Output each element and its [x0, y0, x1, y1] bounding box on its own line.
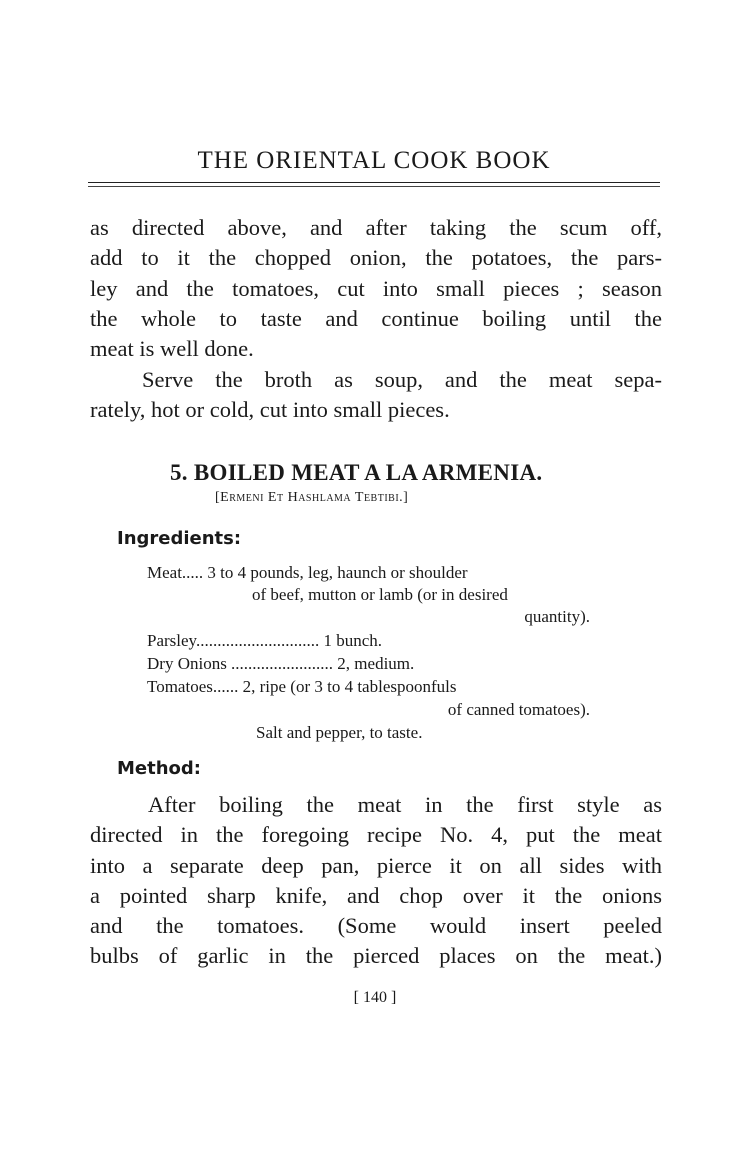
header-rule-bottom [88, 186, 660, 187]
text-line: After boiling the meat in the first style as [148, 792, 662, 817]
serve-paragraph [90, 365, 662, 426]
ingredient-meat-line2: of beef, mutton or lamb (or in desired [252, 585, 508, 604]
text-line: ley and the tomatoes, cut into small pieces ; season [90, 275, 662, 301]
header-rule-top [88, 182, 660, 183]
recipe-title: 5. BOILED MEAT A LA ARMENIA. [170, 460, 543, 485]
method-paragraph [90, 790, 662, 972]
text-line: bulbs of garlic in the pierced places on the meat.) [90, 943, 662, 969]
text-line: as directed above, and after taking the scum off, [90, 215, 662, 240]
ingredient-meat-line1: Meat..... 3 to 4 pounds, leg, haunch or shoulder [147, 563, 468, 582]
page-number: [ 140 ] [353, 989, 397, 1006]
ingredient-meat-line3: quantity). [524, 607, 590, 626]
text-line: the whole to taste and continue boiling until the [90, 305, 662, 331]
text-line: rately, hot or cold, cut into small pieces. [90, 397, 450, 423]
method-label: Method: [117, 758, 201, 779]
text-line: Serve the broth as soup, and the meat sepa- [142, 367, 662, 392]
ingredient-tomatoes-line1: Tomatoes...... 2, ripe (or 3 to 4 tablespoonfuls [147, 677, 457, 696]
running-title: THE ORIENTAL COOK BOOK [197, 147, 551, 174]
ingredient-tomatoes-line2: of canned tomatoes). [447, 700, 590, 719]
recipe-subtitle: [Ermeni Et Hashlama Tebtibi.] [215, 490, 409, 505]
text-line: and the tomatoes. (Some would insert peeled [90, 913, 662, 939]
text-line: meat is well done. [90, 336, 254, 362]
ingredient-parsley: Parsley............................. 1 bunch. [147, 631, 382, 650]
text-line: directed in the foregoing recipe No. 4, put the meat [90, 822, 662, 848]
text-line: a pointed sharp knife, and chop over it the onions [90, 882, 662, 908]
ingredient-onions: Dry Onions ........................ 2, medium. [147, 654, 415, 673]
text-line: into a separate deep pan, pierce it on all sides with [90, 852, 662, 878]
ingredients-label: Ingredients: [117, 528, 242, 549]
continued-paragraph [90, 213, 662, 364]
ingredient-seasoning: Salt and pepper, to taste. [256, 723, 423, 742]
text-line: add to it the chopped onion, the potatoes, the pars- [90, 245, 662, 271]
